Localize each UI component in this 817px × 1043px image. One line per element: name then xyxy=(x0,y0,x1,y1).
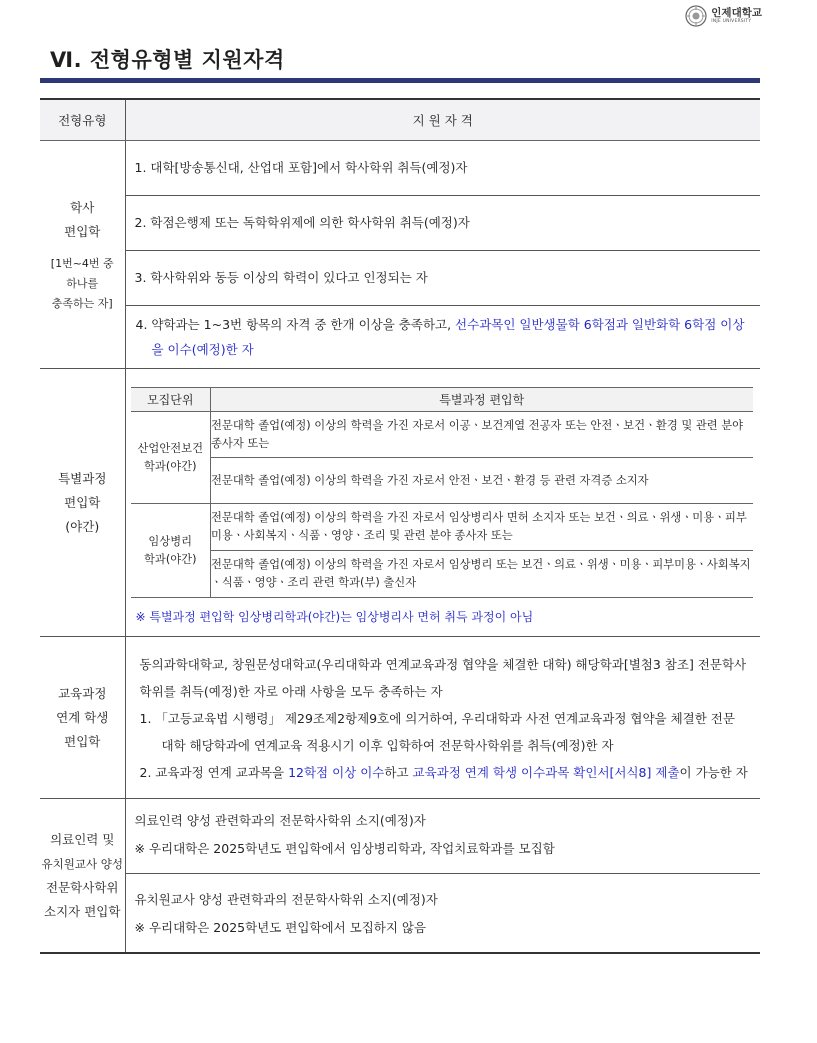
type-sub-line: 하나를 xyxy=(66,276,99,290)
qualification-table xyxy=(40,98,760,954)
unit-industrial-safety xyxy=(131,412,211,504)
list-item: 3. 학사학위와 동등 이상의 학력이 있다고 인정되는 자 xyxy=(126,251,761,306)
bachelor-qualifications xyxy=(125,141,760,369)
type-medical-kindergarten xyxy=(40,799,125,954)
item2-highlight: 교육과정 연계 학생 이수과목 확인서[서식8] 제출 xyxy=(412,765,680,780)
row-linked-curriculum xyxy=(40,637,760,799)
table-row xyxy=(131,504,753,551)
row-special-transfer xyxy=(40,369,760,637)
inner-header-row xyxy=(131,388,753,412)
table-cell: 전문대학 졸업(예정) 이상의 학력을 가진 자로서 안전ㆍ보건ㆍ환경 등 관련 자격증 소지자 xyxy=(211,458,753,504)
unit-name-line: 학과(야간) xyxy=(144,552,197,566)
table-header-row xyxy=(40,99,760,141)
logo-korean-name: 인제대학교 xyxy=(711,7,762,19)
type-label-line: (야간) xyxy=(65,518,100,534)
table-cell: 전문대학 졸업(예정) 이상의 학력을 가진 자로서 임상병리사 면허 소지자 또는 보건ㆍ의료ㆍ위생ㆍ미용ㆍ피부미용ㆍ사회복지ㆍ식품ㆍ영양ㆍ조리 및 관련 분야 종사자 또는 xyxy=(211,504,753,551)
type-special-transfer xyxy=(40,369,125,637)
logo-english-name: INJE UNIVERSITY xyxy=(711,18,752,24)
type-label-line: 소지자 편입학 xyxy=(44,903,121,919)
special-qualifications xyxy=(125,369,760,637)
special-course-table xyxy=(131,387,753,598)
medical-line: 의료인력 양성 관련학과의 전문학사학위 소지(예정)자 xyxy=(134,813,426,828)
item2-text: 하고 xyxy=(384,765,413,780)
page-title: Ⅵ. 전형유형별 지원자격 xyxy=(50,48,285,72)
type-label-line: 학사 xyxy=(70,199,95,215)
table-row xyxy=(131,551,753,598)
header-qualification: 지 원 자 격 xyxy=(125,99,760,141)
kindergarten-line: 유치원교사 양성 관련학과의 전문학사학위 소지(예정)자 xyxy=(134,892,438,907)
type-label-line: 교육과정 xyxy=(58,685,107,701)
medical-qualifications xyxy=(125,799,760,954)
medical-note: ※ 우리대학은 2025학년도 편입학에서 임상병리학과, 작업치료학과를 모집함 xyxy=(134,841,555,856)
item2-text: 이 가능한 자 xyxy=(679,765,748,780)
title-underline-bar xyxy=(40,78,760,83)
type-label-line: 연계 학생 xyxy=(56,709,109,725)
list-item xyxy=(126,306,761,368)
header-admission-type: 전형유형 xyxy=(40,99,125,141)
kindergarten-note: ※ 우리대학은 2025학년도 편입학에서 모집하지 않음 xyxy=(134,920,427,935)
type-sub-line: [1번~4번 중 xyxy=(50,256,114,270)
row-medical-kindergarten xyxy=(40,799,760,954)
item4-text: 4. 약학과는 1~3번 항목의 자격 중 한개 이상을 충족하고, xyxy=(135,317,456,332)
type-label-line: 편입학 xyxy=(64,223,101,239)
unit-name-line: 산업안전보건 xyxy=(137,441,203,455)
table-row xyxy=(131,412,753,458)
kindergarten-block xyxy=(126,874,761,952)
table-row xyxy=(131,458,753,504)
university-seal-icon xyxy=(685,5,707,27)
item4-highlight: 선수과목인 일반생물학 6학점과 일반화학 6학점 이상을 이수(예정)한 자 xyxy=(151,317,745,357)
type-label-line: 편입학 xyxy=(64,494,101,510)
linked-qualifications xyxy=(125,637,760,799)
list-item: 1. 대학[방송통신대, 산업대 포함]에서 학사학위 취득(예정)자 xyxy=(126,141,761,196)
item2-highlight: 12학점 이상 이수 xyxy=(288,765,385,780)
table-cell: 전문대학 졸업(예정) 이상의 학력을 가진 자로서 임상병리 또는 보건ㆍ의료ㆍ위생ㆍ미용ㆍ피부미용ㆍ사회복지ㆍ식품ㆍ영양ㆍ조리 관련 학과(부) 출신자 xyxy=(211,551,753,598)
unit-name-line: 학과(야간) xyxy=(144,459,197,473)
list-item: 2. 학점은행제 또는 독학학위제에 의한 학사학위 취득(예정)자 xyxy=(126,196,761,251)
type-linked-curriculum xyxy=(40,637,125,799)
unit-clinical-pathology xyxy=(131,504,211,598)
item2-text: 2. 교육과정 연계 교과목을 xyxy=(139,765,289,780)
linked-intro: 동의과학대학교, 창원문성대학교(우리대학과 연계교육과정 협약을 체결한 대학) 해당학과[별첨3 참조] 전문학사학위를 취득(예정)한 자로 아래 사항을 모두 충족하는 자 xyxy=(139,657,747,699)
type-label-line: 특별과정 xyxy=(58,470,107,486)
medical-block xyxy=(126,799,761,874)
type-label-line: 유치원교사 양성 xyxy=(41,856,123,871)
university-logo xyxy=(685,5,762,27)
linked-item-1: 1. 「고등교육법 시행령」 제29조제2항제9호에 의거하여, 우리대학과 사전 연계교육과정 협약을 체결한 전문 대학 해당학과에 연계교육 적용시기 이후 입학하여 전문학사학위를 취득(예정)한 자 xyxy=(139,711,735,753)
inner-header-unit: 모집단위 xyxy=(131,388,211,412)
type-label-line: 편입학 xyxy=(64,733,101,749)
type-label-line: 전문학사학위 xyxy=(46,879,119,895)
inner-header-course: 특별과정 편입학 xyxy=(211,388,753,412)
type-sub-line: 충족하는 자] xyxy=(51,296,113,310)
type-bachelor-transfer xyxy=(40,141,125,369)
special-note: ※ 특별과정 편입학 임상병리학과(야간)는 임상병리사 면허 취득 과정이 아님 xyxy=(135,610,534,624)
table-cell: 전문대학 졸업(예정) 이상의 학력을 가진 자로서 이공ㆍ보건계열 전공자 또는 안전ㆍ보건ㆍ환경 및 관련 분야 종사자 또는 xyxy=(211,412,753,458)
row-bachelor-transfer xyxy=(40,141,760,369)
unit-name-line: 임상병리 xyxy=(148,534,193,548)
linked-item-2 xyxy=(126,759,761,786)
type-label-line: 의료인력 및 xyxy=(50,831,115,847)
